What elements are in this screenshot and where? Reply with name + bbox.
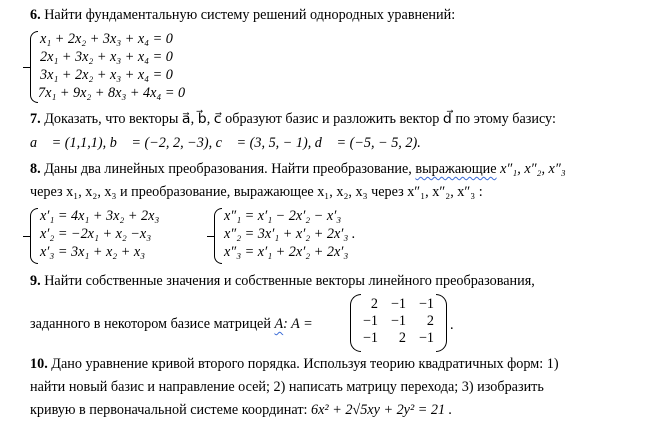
problem-8-system-2-row: x″₂ = 3x′₁ + x′₂ + 2x′₃ . <box>224 226 356 242</box>
problem-10-line-1: Дано уравнение кривой второго порядка. Используя теорию квадратичных форм: 1) <box>51 356 559 372</box>
matrix-cell: 2 <box>370 296 378 312</box>
problem-9-statement <box>30 272 535 290</box>
system-brace <box>30 31 38 103</box>
problem-8-system-1-row: x′₂ = −2x₁ + x₂ −x₃ <box>40 226 152 242</box>
problem-6-statement <box>30 6 455 24</box>
problem-10-line-3 <box>30 401 452 419</box>
problem-6-equation: x₁ + 2x₂ + 3x₃ + x₄ = 0 <box>40 31 173 47</box>
problem-8-line-2: через x₁, x₂, x₃ и преобразование, выражающее x₁, x₂, x₃ через x″₁, x″₂, x″₃ : <box>30 184 483 200</box>
problem-6-equation: 3x₁ + 2x₂ + x₃ + x₄ = 0 <box>40 67 173 83</box>
matrix-cell: −1 <box>418 296 434 312</box>
problem-9-number: 9. <box>30 273 41 289</box>
problem-10-line-2: найти новый базис и направление осей; 2) написать матрицу перехода; 3) изобразить <box>30 379 544 395</box>
problem-7-statement <box>30 110 556 128</box>
problem-10-number: 10. <box>30 356 48 372</box>
problem-9-matrix-name: A <box>274 316 284 332</box>
problem-9-matrix <box>350 296 434 347</box>
matrix-cell: −1 <box>390 296 406 312</box>
matrix-cell: −1 <box>362 330 378 346</box>
problem-8-system-1-row: x′₁ = 4x₁ + 3x₂ + 2x₃ <box>40 208 160 224</box>
problem-9-matrix-equals: : A = <box>283 316 313 332</box>
problem-9-text: Найти собственные значения и собственные векторы линейного преобразования, <box>44 273 535 289</box>
problem-8-number: 8. <box>30 161 41 177</box>
matrix-cell: 2 <box>426 313 434 329</box>
system-brace <box>30 208 38 264</box>
matrix-cell: −1 <box>362 313 378 329</box>
matrix-right-paren <box>436 294 447 352</box>
problem-10-line-3-text: кривую в первоначальной системе координат: <box>30 402 308 418</box>
problem-8-system-1-row: x′₃ = 3x₁ + x₂ + x₃ <box>40 244 146 260</box>
problem-6-equation: 2x₁ + 3x₂ + x₃ + x₄ = 0 <box>40 49 173 65</box>
problem-8-text: Даны два линейных преобразования. Найти преобразование, <box>44 161 412 177</box>
problem-6-text: Найти фундаментальную систему решений однородных уравнений: <box>44 7 456 23</box>
matrix-row <box>350 296 434 313</box>
problem-8-system-2-row: x″₃ = x′₁ + 2x′₂ + 2x′₃ <box>224 244 349 260</box>
problem-9-line-2-text: заданного в некотором базисе матрицей <box>30 316 271 332</box>
problem-6-number: 6. <box>30 7 41 23</box>
problem-8-text-underlined: выражающие <box>415 161 497 177</box>
problem-10-statement <box>30 355 559 373</box>
matrix-row <box>350 330 434 347</box>
matrix-row <box>350 313 434 330</box>
problem-8-statement <box>30 160 566 178</box>
problem-7-text: Доказать, что векторы a⃗, b⃗, c⃗ образуют базис и разложить вектор d⃗ по этому базису: <box>44 111 556 127</box>
matrix-cell: 2 <box>398 330 406 346</box>
problem-10-equation: 6x² + 2√5xy + 2y² = 21 . <box>311 402 453 418</box>
problem-9-period: . <box>450 317 454 333</box>
matrix-cell: −1 <box>418 330 434 346</box>
matrix-cell: −1 <box>390 313 406 329</box>
problem-8-variables: x″₁, x″₂, x″₃ <box>500 161 566 177</box>
problem-6-equation: 7x₁ + 9x₂ + 8x₃ + 4x₄ = 0 <box>38 85 186 101</box>
problem-7-vectors: a⃗ = (1,1,1), b⃗ = (−2, 2, −3), c⃗ = (3, 5, − 1), d⃗ = (−5, − 5, 2). <box>30 135 421 151</box>
problem-9-line-2 <box>30 315 313 333</box>
system-brace <box>214 208 222 264</box>
problem-8-system-2-row: x″₁ = x′₁ − 2x′₂ − x′₃ <box>224 208 342 224</box>
problem-7-number: 7. <box>30 111 41 127</box>
